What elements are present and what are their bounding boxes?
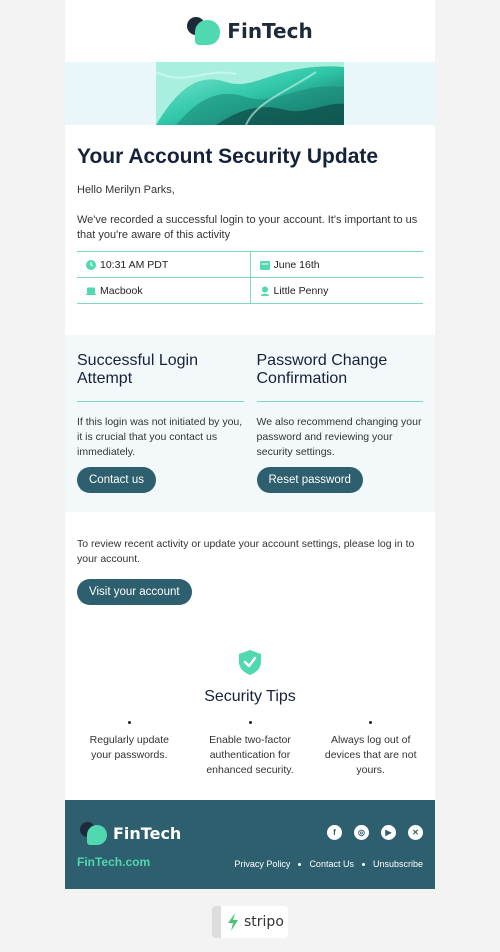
contact-us-link[interactable]: Contact Us	[309, 859, 354, 869]
footer	[65, 800, 435, 889]
stripo-label: stripo	[244, 914, 284, 930]
calendar-icon	[260, 260, 270, 270]
footer-links	[234, 859, 423, 869]
shield-check-icon	[239, 650, 261, 675]
card-text: If this login was not initiated by you, it is crucial that you contact us immediately.	[77, 416, 243, 458]
tip-text: Regularly update your passwords.	[89, 734, 170, 761]
page-title: Your Account Security Update	[77, 145, 379, 168]
fintech-logo-icon	[80, 822, 108, 845]
table-row	[77, 278, 423, 304]
reset-password-button[interactable]: Reset password	[257, 467, 363, 493]
tips-title: Security Tips	[204, 688, 296, 705]
stripo-badge[interactable]	[212, 906, 288, 938]
footer-brand-name: FinTech	[113, 824, 182, 843]
visit-account-button[interactable]: Visit your account	[77, 579, 192, 605]
card-text: We also recommend changing your password and reviewing your security settings.	[256, 416, 422, 458]
device-cell	[77, 278, 250, 303]
greeting: Hello Merilyn Parks,	[77, 184, 175, 196]
clock-icon	[86, 260, 96, 270]
location-cell	[250, 278, 424, 303]
login-date: June 16th	[273, 258, 320, 271]
time-cell	[77, 252, 250, 277]
divider	[257, 401, 424, 402]
fintech-logo-icon	[187, 17, 221, 45]
contact-us-button[interactable]: Contact us	[77, 467, 156, 493]
intro-paragraph: We've recorded a successful login to your account. It's important to us that you're aware of this activity	[77, 214, 418, 241]
x-icon[interactable]: ✕	[408, 825, 423, 840]
separator	[298, 863, 301, 866]
list-item	[69, 721, 190, 778]
divider	[77, 401, 244, 402]
youtube-icon[interactable]: ▶	[381, 825, 396, 840]
hero-image	[65, 62, 435, 125]
list-item	[310, 721, 431, 778]
card-password-change	[257, 352, 424, 493]
social-links	[327, 825, 423, 840]
facebook-icon[interactable]: f	[327, 825, 342, 840]
login-time: 10:31 AM PDT	[100, 258, 169, 271]
laptop-icon	[86, 286, 96, 296]
card-login-attempt	[77, 352, 244, 493]
unsubscribe-link[interactable]: Unsubscribe	[372, 859, 423, 869]
stripo-logo-icon	[226, 913, 240, 931]
list-item	[190, 721, 311, 778]
intro-section	[65, 125, 435, 243]
email-container	[65, 0, 435, 889]
review-section	[65, 512, 435, 605]
tip-text: Enable two-factor authentication for enhanced security.	[206, 734, 294, 776]
security-tips	[65, 605, 435, 778]
review-text: To review recent activity or update your account settings, please log in to your account.	[77, 538, 415, 565]
separator	[362, 863, 365, 866]
date-cell	[250, 252, 424, 277]
footer-logo	[80, 822, 181, 845]
location-icon	[260, 286, 270, 296]
login-details-table	[77, 251, 423, 304]
brand-name: FinTech	[227, 19, 313, 43]
card-title: Password Change Confirmation	[256, 352, 388, 387]
table-row	[77, 252, 423, 278]
tip-text: Always log out of devices that are not yours.	[324, 734, 417, 776]
header	[65, 0, 435, 62]
tips-list	[65, 721, 435, 778]
login-location: Little Penny	[273, 284, 329, 297]
instagram-icon[interactable]: ◎	[354, 825, 369, 840]
login-device: Macbook	[100, 284, 143, 297]
card-title: Successful Login Attempt	[77, 352, 198, 387]
website-link[interactable]: FinTech.com	[77, 855, 151, 869]
action-cards	[65, 335, 435, 512]
privacy-policy-link[interactable]: Privacy Policy	[234, 859, 291, 869]
